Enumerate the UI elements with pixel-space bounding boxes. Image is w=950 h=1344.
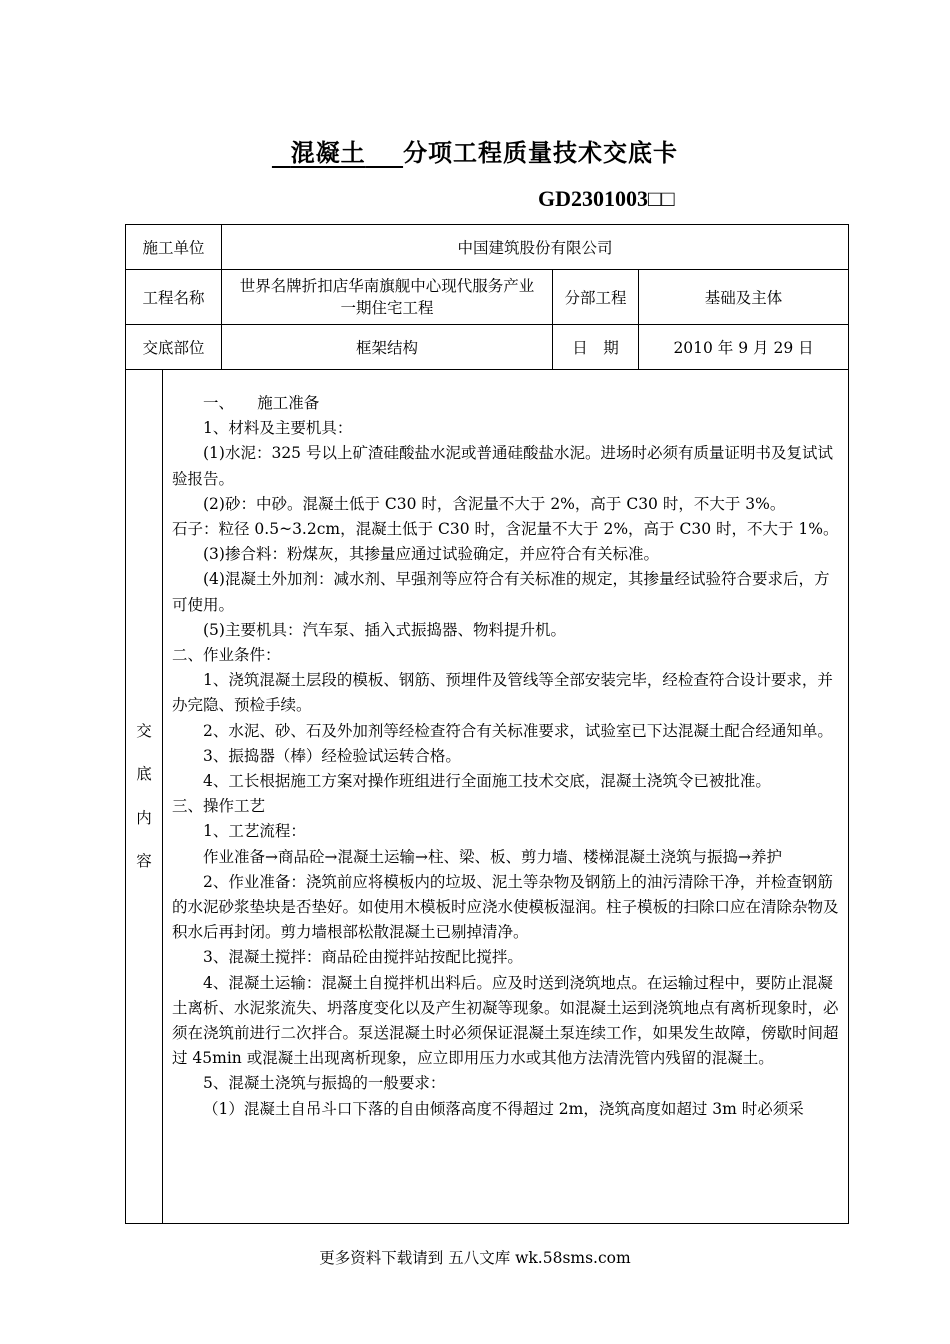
footer-text: 更多资料下载请到 五八文库 wk.58sms.com (319, 1249, 631, 1267)
side-char: 交 (136, 722, 152, 741)
content-paragraph: （1）混凝土自吊斗口下落的自由倾落高度不得超过 2m，浇筑高度如超过 3m 时必须采 (203, 1099, 804, 1118)
content-paragraph: 3、混凝土搅拌：商品砼由搅拌站按配比搅拌。 (203, 948, 523, 967)
content-paragraph: 1、工艺流程： (203, 822, 306, 841)
part-value: 框架结构 (222, 325, 553, 370)
date-value: 2010 年 9 月 29 日 (639, 325, 849, 370)
content-paragraph: (5)主要机具：汽车泵、插入式振捣器、物料提升机。 (203, 620, 566, 639)
disclosure-content (163, 370, 849, 1224)
project-label: 工程名称 (126, 270, 222, 325)
subproject-label: 分部工程 (553, 270, 639, 325)
disclosure-table (125, 224, 849, 1224)
side-label (126, 370, 163, 1224)
side-char: 内 (136, 808, 152, 827)
subproject-value: 基础及主体 (639, 270, 849, 325)
title-underlined-part: 混凝土 (290, 138, 366, 167)
content-paragraph: 4、工长根据施工方案对操作班组进行全面施工技术交底，混凝土浇筑令已被批准。 (203, 772, 771, 791)
part-label: 交底部位 (126, 325, 222, 370)
side-char: 底 (136, 765, 152, 784)
unit-value: 中国建筑股份有限公司 (222, 225, 849, 270)
content-paragraph: 3、振捣器（棒）经检验试运转合格。 (203, 746, 461, 765)
document-title (0, 133, 950, 168)
document-code: GD2301003□□ (538, 186, 675, 211)
content-paragraph: 4、混凝土运输：混凝土自搅拌机出料后。应及时送到浇筑地点。在运输过程中，要防止混凝土离析、水泥浆流失、坍落度变化以及产生初凝等现象。如混凝土运到浇筑地点有离析现象时，必须在浇筑前进行二次拌合。泵送混凝土时必须保证混凝土泵连续工作，如果发生故障，傍歇时间超过 45min 或混凝土出现离析现象，应立即用压力水或其他方法清洗管内残留的混凝土。 (172, 973, 839, 1068)
content-paragraph: 5、混凝土浇筑与振捣的一般要求： (203, 1074, 446, 1093)
content-paragraph: (1)水泥：325 号以上矿渣硅酸盐水泥或普通硅酸盐水泥。进场时必须有质量证明书及复试试验报告。 (172, 444, 833, 488)
content-paragraph: (2)砂：中砂。混凝土低于 C30 时，含泥量不大于 2%，高于 C30 时，不大于 3%。 (203, 494, 786, 513)
content-paragraph: 二、作业条件： (172, 646, 281, 665)
content-paragraph: 石子：粒径 0.5~3.2cm，混凝土低于 C30 时，含泥量不大于 2%，高于 C30 时，不大于 1%。 (172, 520, 839, 539)
title-rest: 分项工程质量技术交底卡 (403, 138, 679, 167)
content-paragraph: (4)混凝土外加剂：减水剂、早强剂等应符合有关标准的规定，其掺量经试验符合要求后，方可使用。 (172, 570, 830, 614)
content-paragraph: 一、 施工准备 (203, 394, 320, 412)
content-paragraph: 作业准备→商品砼→混凝土运输→柱、梁、板、剪力墙、楼梯混凝土浇筑与振捣→养护 (203, 847, 782, 866)
content-paragraph: 1、材料及主要机具： (203, 419, 353, 438)
content-paragraph: 三、操作工艺 (172, 797, 266, 816)
project-value: 世界名牌折扣店华南旗舰中心现代服务产业一期住宅工程 (222, 270, 553, 325)
content-paragraph: 2、水泥、砂、石及外加剂等经检查符合有关标准要求，试验室已下达混凝土配合经通知单。 (203, 721, 833, 740)
content-paragraph: 1、浇筑混凝土层段的模板、钢筋、预埋件及管线等全部安装完毕，经检查符合设计要求，并办完隐、预检手续。 (172, 671, 833, 715)
content-paragraph: (3)掺合料：粉煤灰，其掺量应通过试验确定，并应符合有关标准。 (203, 545, 659, 564)
content-paragraph: 2、作业准备：浇筑前应将模板内的垃圾、泥土等杂物及钢筋上的油污清除干净，并检查钢筋的水泥砂浆垫块是否垫好。如使用木模板时应浇水使模板湿润。柱子模板的扫除口应在清除杂物及积水后再封闭。剪力墙根部松散混凝土已剔掉清净。 (172, 872, 839, 942)
date-label: 日 期 (553, 325, 639, 370)
side-char: 容 (136, 851, 152, 870)
unit-label: 施工单位 (126, 225, 222, 270)
